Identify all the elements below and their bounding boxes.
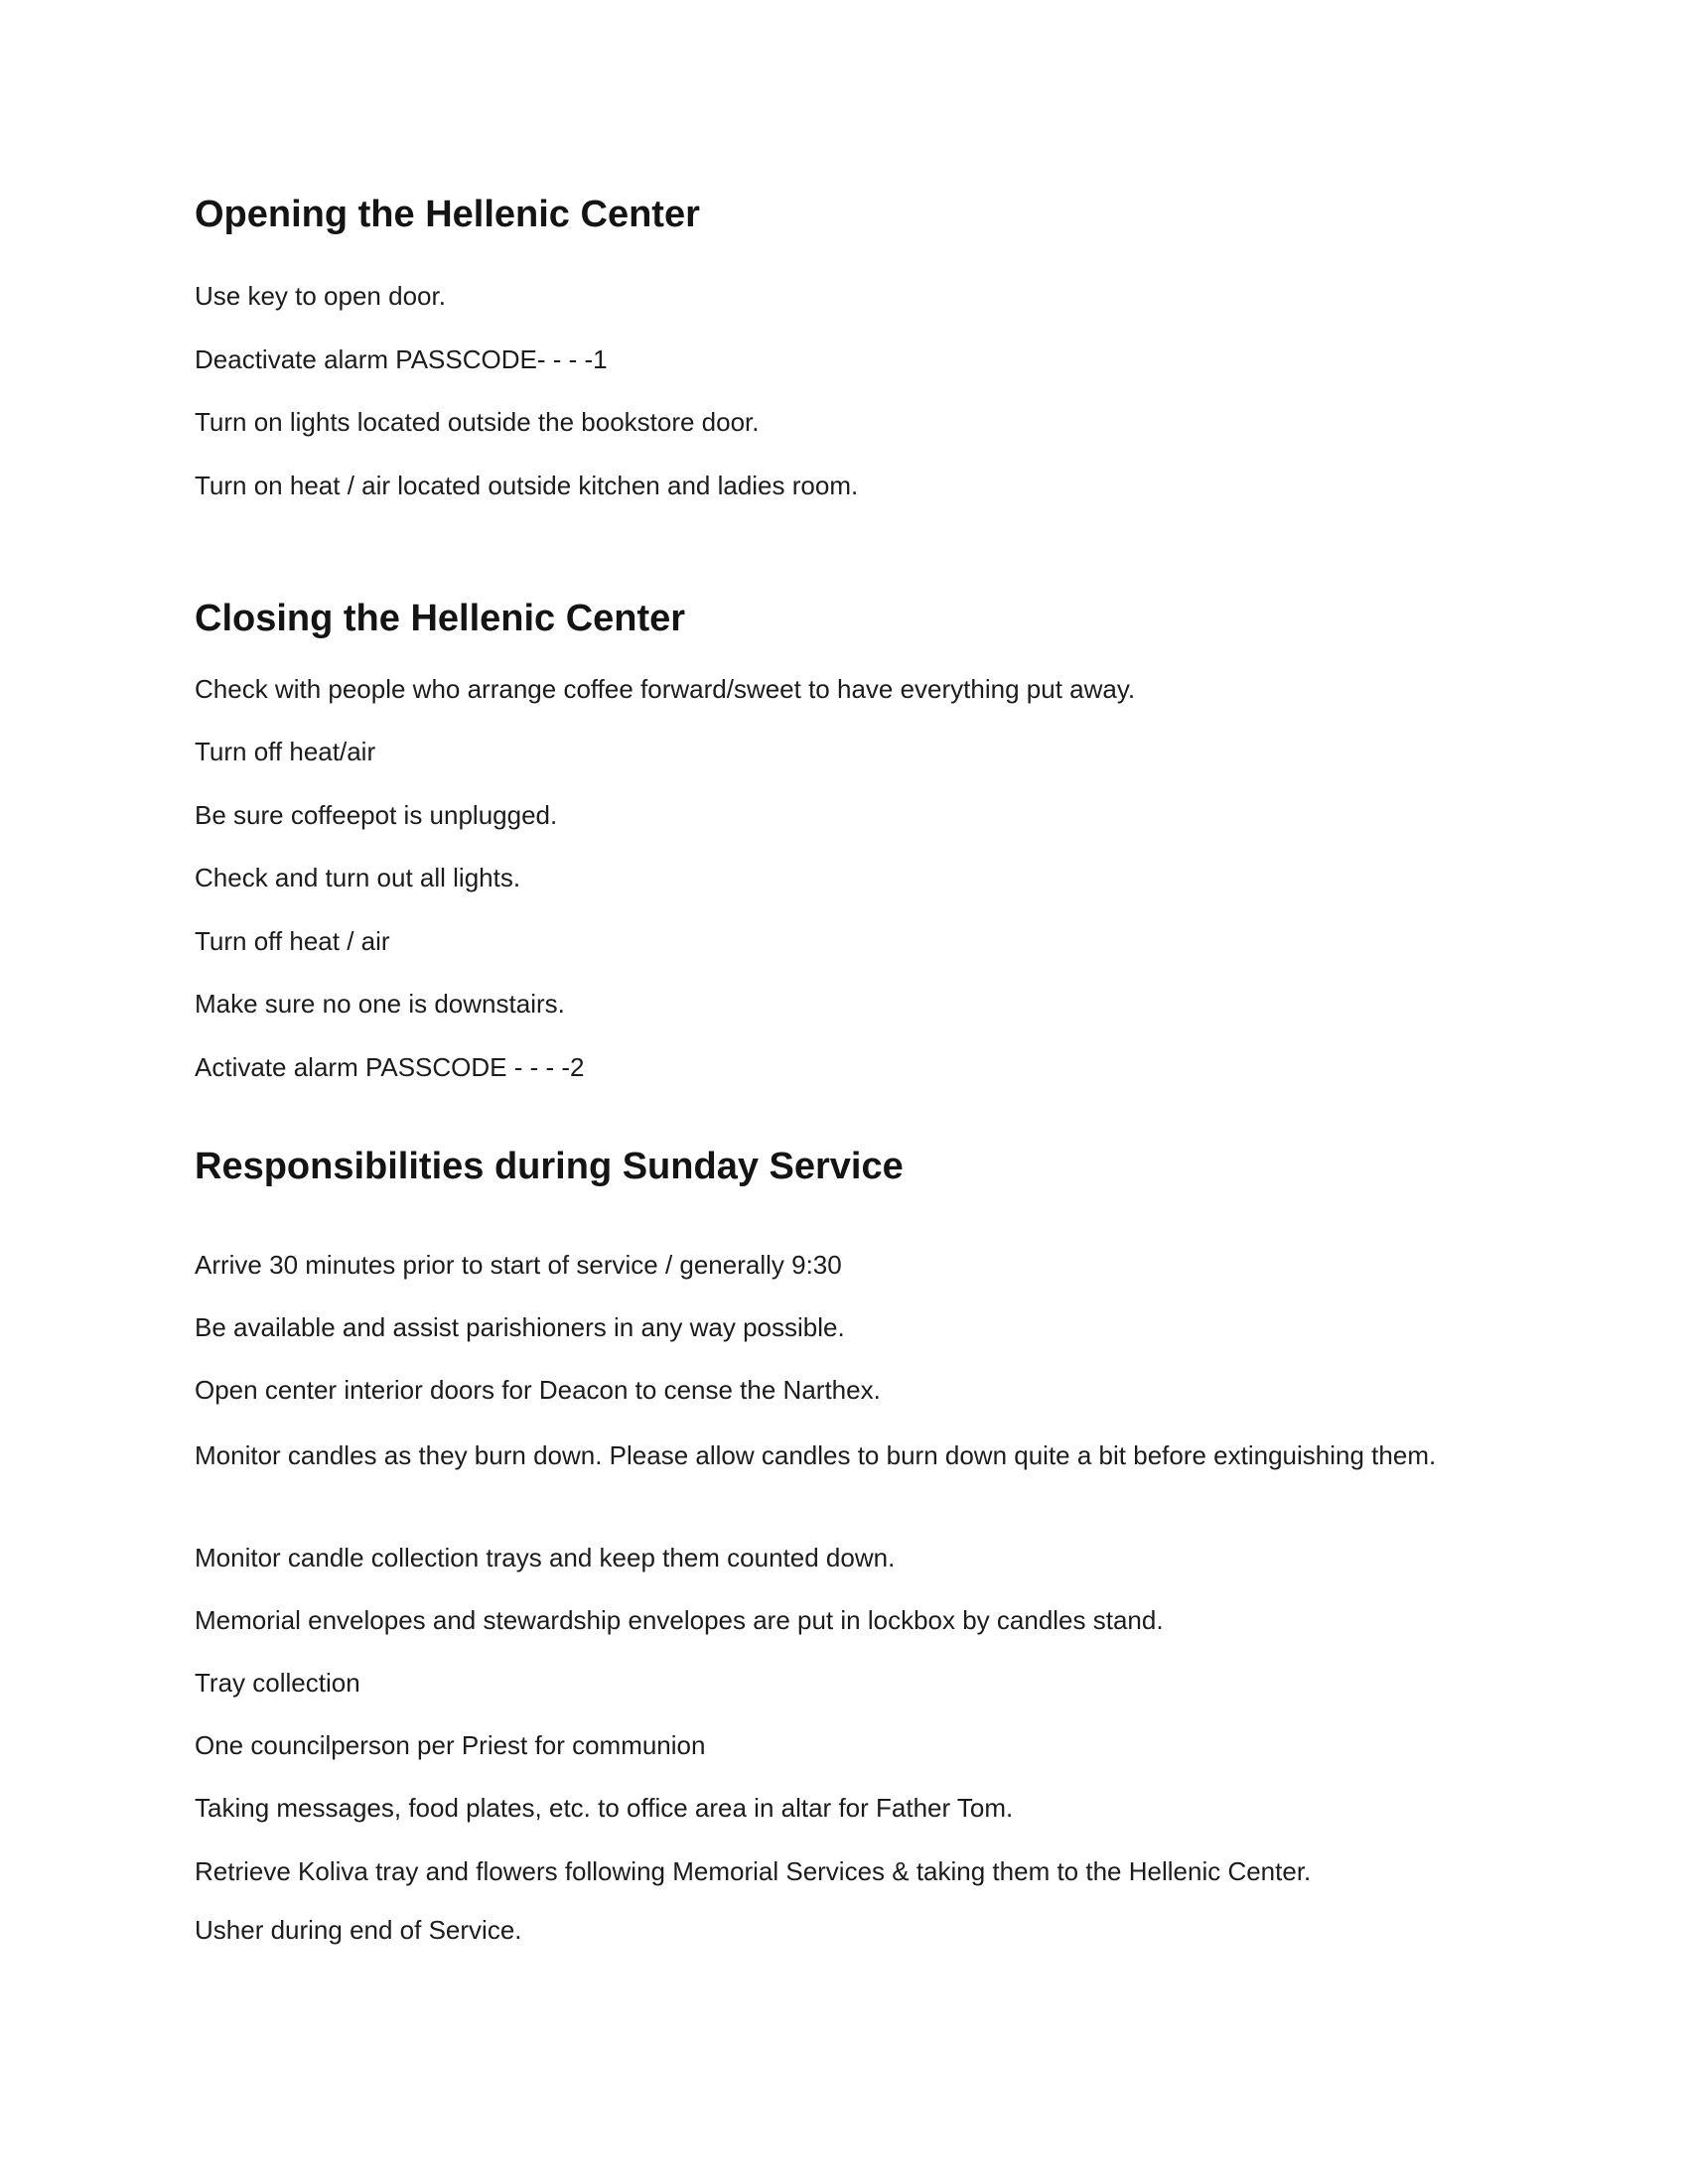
closing-item: Be sure coffeepot is unplugged. — [195, 800, 558, 830]
sunday-item: One councilperson per Priest for communion — [195, 1730, 706, 1760]
sunday-heading: Responsibilities during Sunday Service — [195, 1146, 904, 1187]
closing-item: Activate alarm PASSCODE - - - -2 — [195, 1052, 585, 1082]
sunday-item: Memorial envelopes and stewardship envelopes are put in lockbox by candles stand. — [195, 1605, 1164, 1635]
sunday-item: Taking messages, food plates, etc. to office area in altar for Father Tom. — [195, 1793, 1014, 1823]
opening-item: Turn on lights located outside the bookstore door. — [195, 407, 760, 437]
sunday-item: Monitor candles as they burn down. Please allow candles to burn down quite a bit before extinguishing them. — [195, 1440, 1437, 1470]
sunday-item: Open center interior doors for Deacon to cense the Narthex. — [195, 1375, 881, 1405]
opening-item: Deactivate alarm PASSCODE- - - -1 — [195, 344, 608, 374]
closing-item: Make sure no one is downstairs. — [195, 989, 565, 1019]
sunday-item: Arrive 30 minutes prior to start of service / generally 9:30 — [195, 1250, 842, 1280]
sunday-item: Retrieve Koliva tray and flowers following Memorial Services & taking them to the Hellenic Center. — [195, 1856, 1312, 1886]
sunday-item: Monitor candle collection trays and keep them counted down. — [195, 1543, 896, 1572]
closing-item: Turn off heat/air — [195, 737, 376, 766]
closing-heading: Closing the Hellenic Center — [195, 598, 686, 639]
opening-heading: Opening the Hellenic Center — [195, 194, 700, 235]
sunday-item: Usher during end of Service. — [195, 1915, 522, 1945]
closing-item: Check and turn out all lights. — [195, 863, 521, 892]
sunday-item: Be available and assist parishioners in any way possible. — [195, 1312, 845, 1342]
opening-item: Turn on heat / air located outside kitchen and ladies room. — [195, 471, 859, 500]
opening-item: Use key to open door. — [195, 281, 446, 311]
sunday-item: Tray collection — [195, 1668, 360, 1698]
closing-item: Check with people who arrange coffee forward/sweet to have everything put away. — [195, 674, 1136, 704]
closing-item: Turn off heat / air — [195, 926, 390, 956]
